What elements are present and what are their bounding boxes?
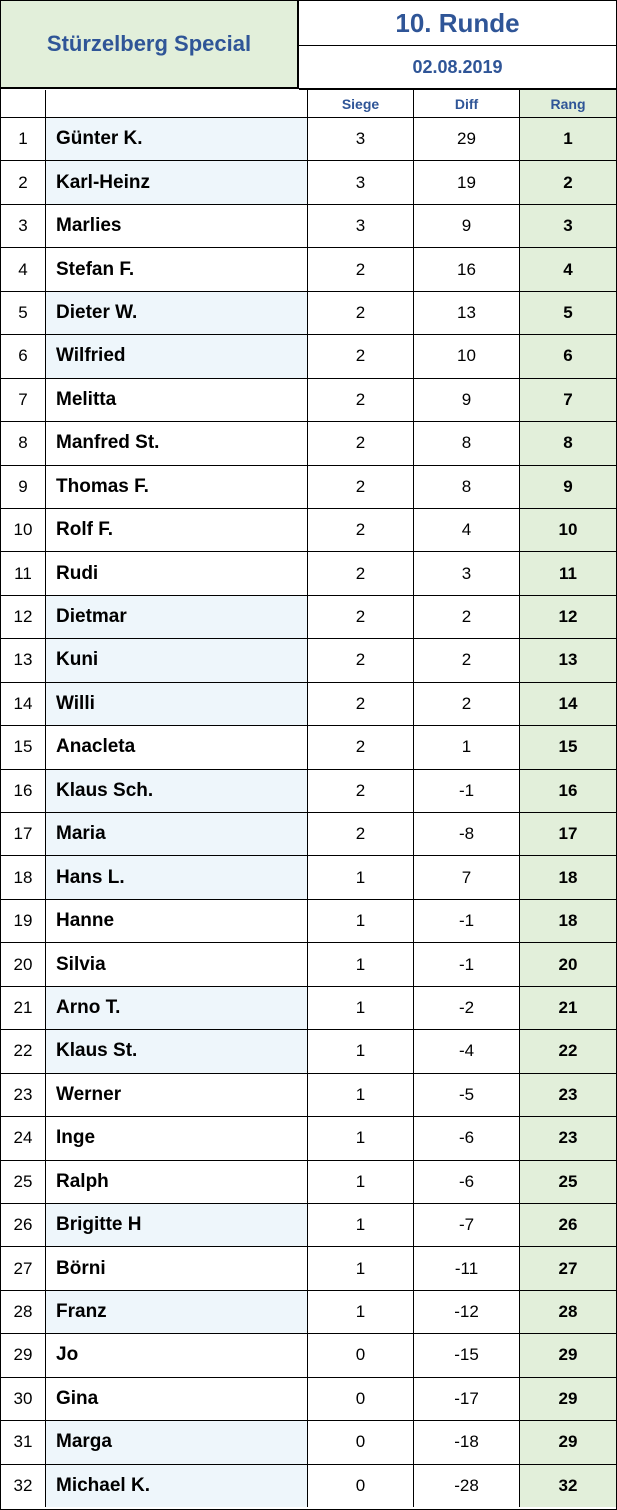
row-number: 17 xyxy=(1,813,46,856)
player-name: Börni xyxy=(46,1247,308,1290)
rang-value: 32 xyxy=(520,1464,617,1507)
player-name: Wilfried xyxy=(46,335,308,378)
table-row xyxy=(1,943,616,986)
rang-value: 12 xyxy=(520,595,617,638)
rang-value: 6 xyxy=(520,335,617,378)
siege-value: 2 xyxy=(308,639,414,682)
row-number: 3 xyxy=(1,204,46,247)
rang-value: 28 xyxy=(520,1290,617,1333)
siege-value: 2 xyxy=(308,726,414,769)
diff-value: -11 xyxy=(414,1247,520,1290)
row-number: 8 xyxy=(1,422,46,465)
player-name: Arno T. xyxy=(46,986,308,1029)
rang-value: 21 xyxy=(520,986,617,1029)
rang-value: 10 xyxy=(520,508,617,551)
diff-value: -15 xyxy=(414,1334,520,1377)
rang-value: 23 xyxy=(520,1117,617,1160)
player-name: Manfred St. xyxy=(46,422,308,465)
table-row xyxy=(1,682,616,725)
player-name: Werner xyxy=(46,1073,308,1116)
rang-value: 25 xyxy=(520,1160,617,1203)
diff-value: -12 xyxy=(414,1290,520,1333)
diff-value: 8 xyxy=(414,465,520,508)
siege-value: 2 xyxy=(308,335,414,378)
player-name: Jo xyxy=(46,1334,308,1377)
diff-value: 8 xyxy=(414,422,520,465)
table-row xyxy=(1,769,616,812)
rang-value: 15 xyxy=(520,726,617,769)
player-name: Kuni xyxy=(46,639,308,682)
table-row xyxy=(1,552,616,595)
diff-value: -1 xyxy=(414,943,520,986)
player-name: Dietmar xyxy=(46,595,308,638)
siege-value: 2 xyxy=(308,248,414,291)
row-number: 6 xyxy=(1,335,46,378)
column-header-name xyxy=(46,90,308,118)
diff-value: -6 xyxy=(414,1160,520,1203)
table-row xyxy=(1,1377,616,1420)
siege-value: 1 xyxy=(308,1030,414,1073)
table-row xyxy=(1,813,616,856)
row-number: 26 xyxy=(1,1203,46,1246)
rang-value: 16 xyxy=(520,769,617,812)
column-header-number xyxy=(1,90,46,118)
diff-value: 13 xyxy=(414,291,520,334)
row-number: 15 xyxy=(1,726,46,769)
diff-value: 4 xyxy=(414,508,520,551)
player-name: Franz xyxy=(46,1290,308,1333)
diff-value: 7 xyxy=(414,856,520,899)
rang-value: 18 xyxy=(520,899,617,942)
diff-value: -4 xyxy=(414,1030,520,1073)
diff-value: -6 xyxy=(414,1117,520,1160)
siege-value: 1 xyxy=(308,943,414,986)
diff-value: -8 xyxy=(414,813,520,856)
row-number: 20 xyxy=(1,943,46,986)
column-header-row xyxy=(1,90,616,118)
player-name: Inge xyxy=(46,1117,308,1160)
siege-value: 3 xyxy=(308,204,414,247)
siege-value: 2 xyxy=(308,813,414,856)
siege-value: 1 xyxy=(308,1290,414,1333)
siege-value: 1 xyxy=(308,856,414,899)
column-header-siege: Siege xyxy=(308,90,414,118)
table-row xyxy=(1,1073,616,1116)
player-name: Willi xyxy=(46,682,308,725)
table-row xyxy=(1,422,616,465)
diff-value: 1 xyxy=(414,726,520,769)
row-number: 1 xyxy=(1,118,46,161)
standings-rows xyxy=(1,118,616,1508)
siege-value: 2 xyxy=(308,769,414,812)
rang-value: 23 xyxy=(520,1073,617,1116)
table-row xyxy=(1,465,616,508)
siege-value: 2 xyxy=(308,682,414,725)
rang-value: 13 xyxy=(520,639,617,682)
diff-value: 9 xyxy=(414,378,520,421)
row-number: 32 xyxy=(1,1464,46,1507)
row-number: 25 xyxy=(1,1160,46,1203)
diff-value: -28 xyxy=(414,1464,520,1507)
diff-value: 3 xyxy=(414,552,520,595)
rang-value: 29 xyxy=(520,1334,617,1377)
table-row xyxy=(1,639,616,682)
siege-value: 1 xyxy=(308,986,414,1029)
diff-value: 10 xyxy=(414,335,520,378)
diff-value: 2 xyxy=(414,639,520,682)
diff-value: -18 xyxy=(414,1421,520,1464)
player-name: Michael K. xyxy=(46,1464,308,1507)
siege-value: 0 xyxy=(308,1421,414,1464)
row-number: 31 xyxy=(1,1421,46,1464)
rang-value: 2 xyxy=(520,161,617,204)
row-number: 11 xyxy=(1,552,46,595)
table-row xyxy=(1,1464,616,1507)
diff-value: 19 xyxy=(414,161,520,204)
rang-value: 8 xyxy=(520,422,617,465)
table-row xyxy=(1,1290,616,1333)
siege-value: 0 xyxy=(308,1464,414,1507)
table-row xyxy=(1,1030,616,1073)
diff-value: -5 xyxy=(414,1073,520,1116)
row-number: 24 xyxy=(1,1117,46,1160)
rang-value: 7 xyxy=(520,378,617,421)
rang-value: 3 xyxy=(520,204,617,247)
table-row xyxy=(1,291,616,334)
rang-value: 20 xyxy=(520,943,617,986)
player-name: Hanne xyxy=(46,899,308,942)
row-number: 14 xyxy=(1,682,46,725)
row-number: 2 xyxy=(1,161,46,204)
standings-table xyxy=(1,90,616,1507)
siege-value: 1 xyxy=(308,899,414,942)
table-row xyxy=(1,204,616,247)
round-date: 02.08.2019 xyxy=(299,46,616,90)
rang-value: 22 xyxy=(520,1030,617,1073)
column-header-diff: Diff xyxy=(414,90,520,118)
player-name: Brigitte H xyxy=(46,1203,308,1246)
player-name: Klaus St. xyxy=(46,1030,308,1073)
siege-value: 2 xyxy=(308,552,414,595)
diff-value: -17 xyxy=(414,1377,520,1420)
table-row xyxy=(1,899,616,942)
row-number: 21 xyxy=(1,986,46,1029)
player-name: Thomas F. xyxy=(46,465,308,508)
row-number: 29 xyxy=(1,1334,46,1377)
row-number: 28 xyxy=(1,1290,46,1333)
diff-value: 2 xyxy=(414,682,520,725)
table-row xyxy=(1,726,616,769)
rang-value: 29 xyxy=(520,1421,617,1464)
row-number: 19 xyxy=(1,899,46,942)
siege-value: 1 xyxy=(308,1247,414,1290)
siege-value: 1 xyxy=(308,1203,414,1246)
diff-value: -2 xyxy=(414,986,520,1029)
table-header xyxy=(1,1,616,89)
row-number: 18 xyxy=(1,856,46,899)
row-number: 5 xyxy=(1,291,46,334)
table-row xyxy=(1,118,616,161)
player-name: Klaus Sch. xyxy=(46,769,308,812)
column-header-rang: Rang xyxy=(520,90,617,118)
siege-value: 3 xyxy=(308,161,414,204)
rang-value: 14 xyxy=(520,682,617,725)
player-name: Günter K. xyxy=(46,118,308,161)
table-row xyxy=(1,248,616,291)
player-name: Karl-Heinz xyxy=(46,161,308,204)
siege-value: 2 xyxy=(308,508,414,551)
siege-value: 3 xyxy=(308,118,414,161)
siege-value: 1 xyxy=(308,1160,414,1203)
diff-value: 16 xyxy=(414,248,520,291)
table-row xyxy=(1,1160,616,1203)
rang-value: 27 xyxy=(520,1247,617,1290)
rang-value: 5 xyxy=(520,291,617,334)
player-name: Ralph xyxy=(46,1160,308,1203)
table-row xyxy=(1,1421,616,1464)
diff-value: 29 xyxy=(414,118,520,161)
rang-value: 1 xyxy=(520,118,617,161)
diff-value: -1 xyxy=(414,899,520,942)
row-number: 12 xyxy=(1,595,46,638)
player-name: Rolf F. xyxy=(46,508,308,551)
player-name: Rudi xyxy=(46,552,308,595)
player-name: Melitta xyxy=(46,378,308,421)
table-row xyxy=(1,1203,616,1246)
row-number: 27 xyxy=(1,1247,46,1290)
row-number: 4 xyxy=(1,248,46,291)
rang-value: 29 xyxy=(520,1377,617,1420)
round-label: 10. Runde xyxy=(299,1,616,46)
player-name: Hans L. xyxy=(46,856,308,899)
siege-value: 2 xyxy=(308,378,414,421)
row-number: 16 xyxy=(1,769,46,812)
table-row xyxy=(1,986,616,1029)
table-row xyxy=(1,161,616,204)
player-name: Silvia xyxy=(46,943,308,986)
row-number: 9 xyxy=(1,465,46,508)
siege-value: 0 xyxy=(308,1334,414,1377)
siege-value: 1 xyxy=(308,1073,414,1116)
player-name: Anacleta xyxy=(46,726,308,769)
siege-value: 0 xyxy=(308,1377,414,1420)
table-row xyxy=(1,1334,616,1377)
rang-value: 26 xyxy=(520,1203,617,1246)
row-number: 30 xyxy=(1,1377,46,1420)
table-row xyxy=(1,856,616,899)
siege-value: 2 xyxy=(308,465,414,508)
rang-value: 18 xyxy=(520,856,617,899)
player-name: Marlies xyxy=(46,204,308,247)
diff-value: 9 xyxy=(414,204,520,247)
siege-value: 2 xyxy=(308,291,414,334)
table-row xyxy=(1,1247,616,1290)
table-row xyxy=(1,595,616,638)
player-name: Maria xyxy=(46,813,308,856)
tournament-title: Stürzelberg Special xyxy=(1,1,299,89)
diff-value: -7 xyxy=(414,1203,520,1246)
table-row xyxy=(1,335,616,378)
table-row xyxy=(1,508,616,551)
rang-value: 17 xyxy=(520,813,617,856)
row-number: 23 xyxy=(1,1073,46,1116)
diff-value: 2 xyxy=(414,595,520,638)
rang-value: 11 xyxy=(520,552,617,595)
player-name: Stefan F. xyxy=(46,248,308,291)
siege-value: 2 xyxy=(308,422,414,465)
table-row xyxy=(1,1117,616,1160)
row-number: 22 xyxy=(1,1030,46,1073)
table-row xyxy=(1,378,616,421)
player-name: Gina xyxy=(46,1377,308,1420)
rang-value: 4 xyxy=(520,248,617,291)
player-name: Dieter W. xyxy=(46,291,308,334)
player-name: Marga xyxy=(46,1421,308,1464)
diff-value: -1 xyxy=(414,769,520,812)
row-number: 7 xyxy=(1,378,46,421)
siege-value: 2 xyxy=(308,595,414,638)
siege-value: 1 xyxy=(308,1117,414,1160)
rang-value: 9 xyxy=(520,465,617,508)
row-number: 10 xyxy=(1,508,46,551)
row-number: 13 xyxy=(1,639,46,682)
